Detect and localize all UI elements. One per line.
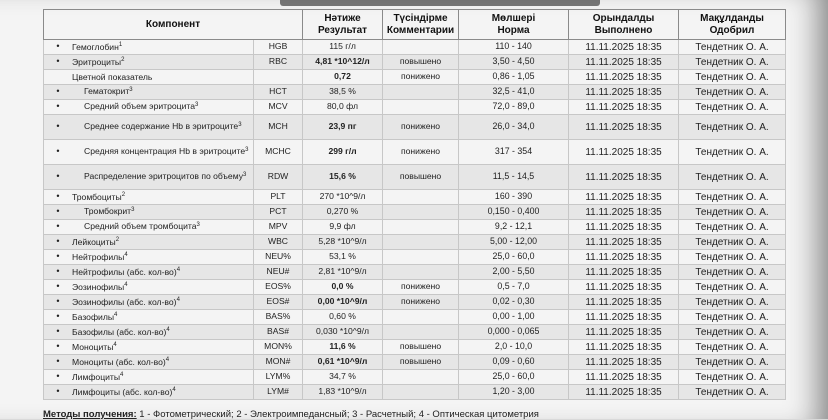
bullet-icon: • xyxy=(56,326,60,337)
method-footnote: 4 xyxy=(114,311,118,318)
component-code xyxy=(254,70,303,85)
col-header-comment: Түсіндірме Комментарии xyxy=(383,10,459,40)
component-name-cell xyxy=(44,140,254,165)
component-name: Средний объем эритроцита xyxy=(84,101,195,112)
component-code: RDW xyxy=(254,165,303,190)
performed-date: 11.11.2025 18:35 xyxy=(569,70,679,85)
approved-by: Тендетник О. А. xyxy=(679,355,786,370)
reference-range: 3,50 - 4,50 xyxy=(459,55,569,70)
approved-by: Тендетник О. А. xyxy=(679,55,786,70)
result-value: 9,9 фл xyxy=(303,220,383,235)
result-value: 0,0 % xyxy=(303,280,383,295)
reference-range: 25,0 - 60,0 xyxy=(459,370,569,385)
result-comment xyxy=(383,265,459,280)
method-footnote: 4 xyxy=(176,266,181,273)
component-name-cell xyxy=(44,190,254,205)
result-comment xyxy=(383,205,459,220)
component-name-cell xyxy=(44,340,254,355)
bullet-icon: • xyxy=(56,266,60,277)
component-name: Лейкоциты xyxy=(72,236,116,247)
approved-by: Тендетник О. А. xyxy=(679,310,786,325)
reference-range: 0,09 - 0,60 xyxy=(459,355,569,370)
result-comment xyxy=(383,385,459,400)
component-name: Распределение эритроцитов по объему xyxy=(84,171,244,182)
component-name: Эозинофилы (абс. кол-во) xyxy=(72,296,177,307)
performed-date: 11.11.2025 18:35 xyxy=(569,85,679,100)
result-comment: понижено xyxy=(383,280,459,295)
method-footnote: 2 xyxy=(121,191,126,198)
result-value: 0,60 % xyxy=(303,310,383,325)
result-comment xyxy=(383,100,459,115)
bullet-icon: • xyxy=(56,311,60,322)
component-name: Средняя концентрация Hb в эритроците xyxy=(84,146,246,157)
component-name: Моноциты xyxy=(72,341,114,352)
component-name: Нейтрофилы xyxy=(72,251,125,262)
component-name-cell xyxy=(44,40,254,55)
method-footnote: 2 xyxy=(121,56,125,63)
bullet-icon: • xyxy=(56,281,60,292)
performed-date: 11.11.2025 18:35 xyxy=(569,370,679,385)
component-name-cell xyxy=(44,100,254,115)
result-comment: повышено xyxy=(383,355,459,370)
table-row xyxy=(44,85,786,100)
bullet-icon: • xyxy=(56,341,60,352)
component-name: Цветной показатель xyxy=(72,71,153,82)
method-footnote: 3 xyxy=(245,146,249,153)
method-footnote: 2 xyxy=(115,236,120,243)
component-name-cell xyxy=(44,165,254,190)
component-name: Эозинофилы xyxy=(72,281,125,292)
method-footnote: 3 xyxy=(243,171,247,178)
result-value: 0,72 xyxy=(303,70,383,85)
reference-range: 0,00 - 1,00 xyxy=(459,310,569,325)
bullet-icon: • xyxy=(56,56,60,67)
component-code: MON% xyxy=(254,340,303,355)
reference-range: 2,00 - 5,50 xyxy=(459,265,569,280)
approved-by: Тендетник О. А. xyxy=(679,85,786,100)
method-footnote: 4 xyxy=(113,341,117,348)
component-name: Гемоглобин xyxy=(72,41,119,52)
performed-date: 11.11.2025 18:35 xyxy=(569,385,679,400)
result-value: 5,28 *10^9/л xyxy=(303,235,383,250)
performed-date: 11.11.2025 18:35 xyxy=(569,165,679,190)
approved-by: Тендетник О. А. xyxy=(679,295,786,310)
table-header-row xyxy=(44,10,786,40)
table-row xyxy=(44,355,786,370)
bullet-icon: • xyxy=(56,41,60,52)
component-code: PCT xyxy=(254,205,303,220)
component-name: Средний объем тромбоцита xyxy=(84,221,197,232)
approved-by: Тендетник О. А. xyxy=(679,165,786,190)
bullet-icon: • xyxy=(56,296,60,307)
component-name: Тромбокрит xyxy=(84,206,132,217)
result-value: 15,6 % xyxy=(303,165,383,190)
result-value: 34,7 % xyxy=(303,370,383,385)
approved-by: Тендетник О. А. xyxy=(679,385,786,400)
component-name-cell xyxy=(44,205,254,220)
component-code: MCV xyxy=(254,100,303,115)
component-code: EOS# xyxy=(254,295,303,310)
reference-range: 26,0 - 34,0 xyxy=(459,115,569,140)
performed-date: 11.11.2025 18:35 xyxy=(569,235,679,250)
bullet-icon: • xyxy=(56,206,60,217)
bullet-icon: • xyxy=(56,101,60,112)
method-footnote: 1 xyxy=(118,41,123,48)
result-comment: повышено xyxy=(383,55,459,70)
component-code: HGB xyxy=(254,40,303,55)
table-row xyxy=(44,235,786,250)
component-name-cell xyxy=(44,280,254,295)
result-comment: повышено xyxy=(383,340,459,355)
results-table xyxy=(43,9,786,400)
result-value: 0,030 *10^9/л xyxy=(303,325,383,340)
reference-range: 0,02 - 0,30 xyxy=(459,295,569,310)
method-footnote: 4 xyxy=(176,296,180,303)
result-value: 0,00 *10^9/л xyxy=(303,295,383,310)
component-name: Базофилы xyxy=(72,311,115,322)
result-comment xyxy=(383,325,459,340)
table-row xyxy=(44,55,786,70)
component-name-cell xyxy=(44,295,254,310)
approved-by: Тендетник О. А. xyxy=(679,40,786,55)
method-footnote: 3 xyxy=(129,86,133,93)
result-value: 1,83 *10^9/л xyxy=(303,385,383,400)
method-footnote: 3 xyxy=(195,101,199,108)
component-name: Тромбоциты xyxy=(72,191,122,202)
result-comment xyxy=(383,220,459,235)
component-name: Моноциты (абс. кол-во) xyxy=(72,356,166,367)
component-name-cell xyxy=(44,250,254,265)
performed-date: 11.11.2025 18:35 xyxy=(569,220,679,235)
table-row xyxy=(44,265,786,280)
component-code: BAS% xyxy=(254,310,303,325)
methods-footer xyxy=(43,409,539,420)
result-comment xyxy=(383,250,459,265)
table-row xyxy=(44,140,786,165)
component-name-cell xyxy=(44,70,254,85)
component-name: Эритроциты xyxy=(72,56,122,67)
approved-by: Тендетник О. А. xyxy=(679,140,786,165)
component-name-cell xyxy=(44,310,254,325)
component-name-cell xyxy=(44,220,254,235)
result-value: 11,6 % xyxy=(303,340,383,355)
col-header-performed: Орындалды Выполнено xyxy=(569,10,679,40)
performed-date: 11.11.2025 18:35 xyxy=(569,190,679,205)
component-name-cell xyxy=(44,85,254,100)
result-comment: понижено xyxy=(383,70,459,85)
method-footnote: 3 xyxy=(238,121,242,128)
component-name: Базофилы (абс. кол-во) xyxy=(72,326,167,337)
col-header-approved: Мақұлданды Одобрил xyxy=(679,10,786,40)
performed-date: 11.11.2025 18:35 xyxy=(569,205,679,220)
performed-date: 11.11.2025 18:35 xyxy=(569,280,679,295)
bullet-icon: • xyxy=(56,191,60,202)
method-footnote: 4 xyxy=(124,251,128,258)
reference-range: 0,150 - 0,400 xyxy=(459,205,569,220)
component-code: LYM% xyxy=(254,370,303,385)
bullet-icon: • xyxy=(56,171,60,182)
component-code: MON# xyxy=(254,355,303,370)
result-value: 2,81 *10^9/л xyxy=(303,265,383,280)
performed-date: 11.11.2025 18:35 xyxy=(569,40,679,55)
component-code: WBC xyxy=(254,235,303,250)
bullet-icon: • xyxy=(56,221,60,232)
reference-range: 110 - 140 xyxy=(459,40,569,55)
result-comment xyxy=(383,370,459,385)
approved-by: Тендетник О. А. xyxy=(679,280,786,295)
component-name-cell xyxy=(44,325,254,340)
reference-range: 25,0 - 60,0 xyxy=(459,250,569,265)
method-footnote: 3 xyxy=(131,206,135,213)
table-row xyxy=(44,370,786,385)
methods-label: Методы получения: xyxy=(43,409,137,420)
approved-by: Тендетник О. А. xyxy=(679,325,786,340)
bullet-icon: • xyxy=(56,251,60,262)
method-footnote: 3 xyxy=(196,221,200,228)
methods-text: 1 - Фотометрический; 2 - Электроимпедансный; 3 - Расчетный; 4 - Оптическая цитометрия xyxy=(136,409,539,420)
table-body xyxy=(44,40,786,400)
result-value: 299 г/л xyxy=(303,140,383,165)
result-value: 0,270 % xyxy=(303,205,383,220)
component-name-cell xyxy=(44,235,254,250)
approved-by: Тендетник О. А. xyxy=(679,190,786,205)
component-name: Лимфоциты (абс. кол-во) xyxy=(72,386,173,397)
reference-range: 1,20 - 3,00 xyxy=(459,385,569,400)
cropped-title-line xyxy=(280,0,600,6)
component-code: NEU# xyxy=(254,265,303,280)
bullet-icon: • xyxy=(56,236,60,247)
reference-range: 11,5 - 14,5 xyxy=(459,165,569,190)
component-name-cell xyxy=(44,355,254,370)
reference-range: 160 - 390 xyxy=(459,190,569,205)
result-comment: повышено xyxy=(383,165,459,190)
result-value: 38,5 % xyxy=(303,85,383,100)
approved-by: Тендетник О. А. xyxy=(679,115,786,140)
method-footnote: 4 xyxy=(124,281,128,288)
reference-range: 72,0 - 89,0 xyxy=(459,100,569,115)
component-code: EOS% xyxy=(254,280,303,295)
table-row xyxy=(44,220,786,235)
component-code: HCT xyxy=(254,85,303,100)
approved-by: Тендетник О. А. xyxy=(679,340,786,355)
component-code: LYM# xyxy=(254,385,303,400)
table-row xyxy=(44,165,786,190)
component-name: Гематокрит xyxy=(84,86,130,97)
component-code: MCH xyxy=(254,115,303,140)
result-value: 270 *10^9/л xyxy=(303,190,383,205)
col-header-component: Компонент xyxy=(44,10,303,40)
method-footnote: 4 xyxy=(165,356,170,363)
performed-date: 11.11.2025 18:35 xyxy=(569,310,679,325)
table-row xyxy=(44,385,786,400)
table-row xyxy=(44,295,786,310)
table-row xyxy=(44,40,786,55)
reference-range: 9,2 - 12,1 xyxy=(459,220,569,235)
bullet-icon: • xyxy=(56,371,60,382)
performed-date: 11.11.2025 18:35 xyxy=(569,140,679,165)
result-value: 4,81 *10^12/л xyxy=(303,55,383,70)
performed-date: 11.11.2025 18:35 xyxy=(569,265,679,280)
component-code: MCHC xyxy=(254,140,303,165)
component-name-cell xyxy=(44,115,254,140)
result-value: 80,0 фл xyxy=(303,100,383,115)
performed-date: 11.11.2025 18:35 xyxy=(569,55,679,70)
component-name: Лимфоциты xyxy=(72,371,121,382)
table-row xyxy=(44,250,786,265)
approved-by: Тендетник О. А. xyxy=(679,220,786,235)
table-row xyxy=(44,100,786,115)
bullet-icon: • xyxy=(56,121,60,132)
table-row xyxy=(44,205,786,220)
performed-date: 11.11.2025 18:35 xyxy=(569,325,679,340)
result-comment: понижено xyxy=(383,115,459,140)
table-row xyxy=(44,310,786,325)
reference-range: 5,00 - 12,00 xyxy=(459,235,569,250)
bullet-icon: • xyxy=(56,386,60,397)
table-row xyxy=(44,340,786,355)
table-row xyxy=(44,115,786,140)
table-row xyxy=(44,190,786,205)
reference-range: 0,5 - 7,0 xyxy=(459,280,569,295)
approved-by: Тендетник О. А. xyxy=(679,205,786,220)
component-name: Нейтрофилы (абс. кол-во) xyxy=(72,266,177,277)
result-comment xyxy=(383,85,459,100)
bullet-icon: • xyxy=(56,146,60,157)
result-value: 115 г/л xyxy=(303,40,383,55)
result-comment xyxy=(383,40,459,55)
component-name-cell xyxy=(44,370,254,385)
component-code: PLT xyxy=(254,190,303,205)
approved-by: Тендетник О. А. xyxy=(679,235,786,250)
reference-range: 0,86 - 1,05 xyxy=(459,70,569,85)
table-row xyxy=(44,70,786,85)
component-code: RBC xyxy=(254,55,303,70)
approved-by: Тендетник О. А. xyxy=(679,70,786,85)
result-comment: понижено xyxy=(383,295,459,310)
component-code: MPV xyxy=(254,220,303,235)
reference-range: 0,000 - 0,065 xyxy=(459,325,569,340)
reference-range: 32,5 - 41,0 xyxy=(459,85,569,100)
component-code: NEU% xyxy=(254,250,303,265)
bullet-icon: • xyxy=(56,356,60,367)
result-comment: понижено xyxy=(383,140,459,165)
performed-date: 11.11.2025 18:35 xyxy=(569,295,679,310)
method-footnote: 4 xyxy=(120,371,124,378)
approved-by: Тендетник О. А. xyxy=(679,100,786,115)
performed-date: 11.11.2025 18:35 xyxy=(569,115,679,140)
result-comment xyxy=(383,190,459,205)
method-footnote: 4 xyxy=(172,386,176,393)
col-header-norm: Мөлшері Норма xyxy=(459,10,569,40)
result-value: 0,61 *10^9/л xyxy=(303,355,383,370)
performed-date: 11.11.2025 18:35 xyxy=(569,340,679,355)
component-name-cell xyxy=(44,55,254,70)
col-header-result: Нәтиже Результат xyxy=(303,10,383,40)
approved-by: Тендетник О. А. xyxy=(679,370,786,385)
component-name: Среднее содержание Hb в эритроците xyxy=(84,121,239,132)
component-name-cell xyxy=(44,265,254,280)
result-comment xyxy=(383,310,459,325)
approved-by: Тендетник О. А. xyxy=(679,250,786,265)
result-comment xyxy=(383,235,459,250)
component-name-cell xyxy=(44,385,254,400)
result-value: 23,9 пг xyxy=(303,115,383,140)
table-row xyxy=(44,280,786,295)
reference-range: 317 - 354 xyxy=(459,140,569,165)
approved-by: Тендетник О. А. xyxy=(679,265,786,280)
component-code: BAS# xyxy=(254,325,303,340)
result-value: 53,1 % xyxy=(303,250,383,265)
performed-date: 11.11.2025 18:35 xyxy=(569,250,679,265)
bullet-icon: • xyxy=(56,86,60,97)
method-footnote: 4 xyxy=(166,326,170,333)
reference-range: 2,0 - 10,0 xyxy=(459,340,569,355)
table-row xyxy=(44,325,786,340)
performed-date: 11.11.2025 18:35 xyxy=(569,100,679,115)
performed-date: 11.11.2025 18:35 xyxy=(569,355,679,370)
